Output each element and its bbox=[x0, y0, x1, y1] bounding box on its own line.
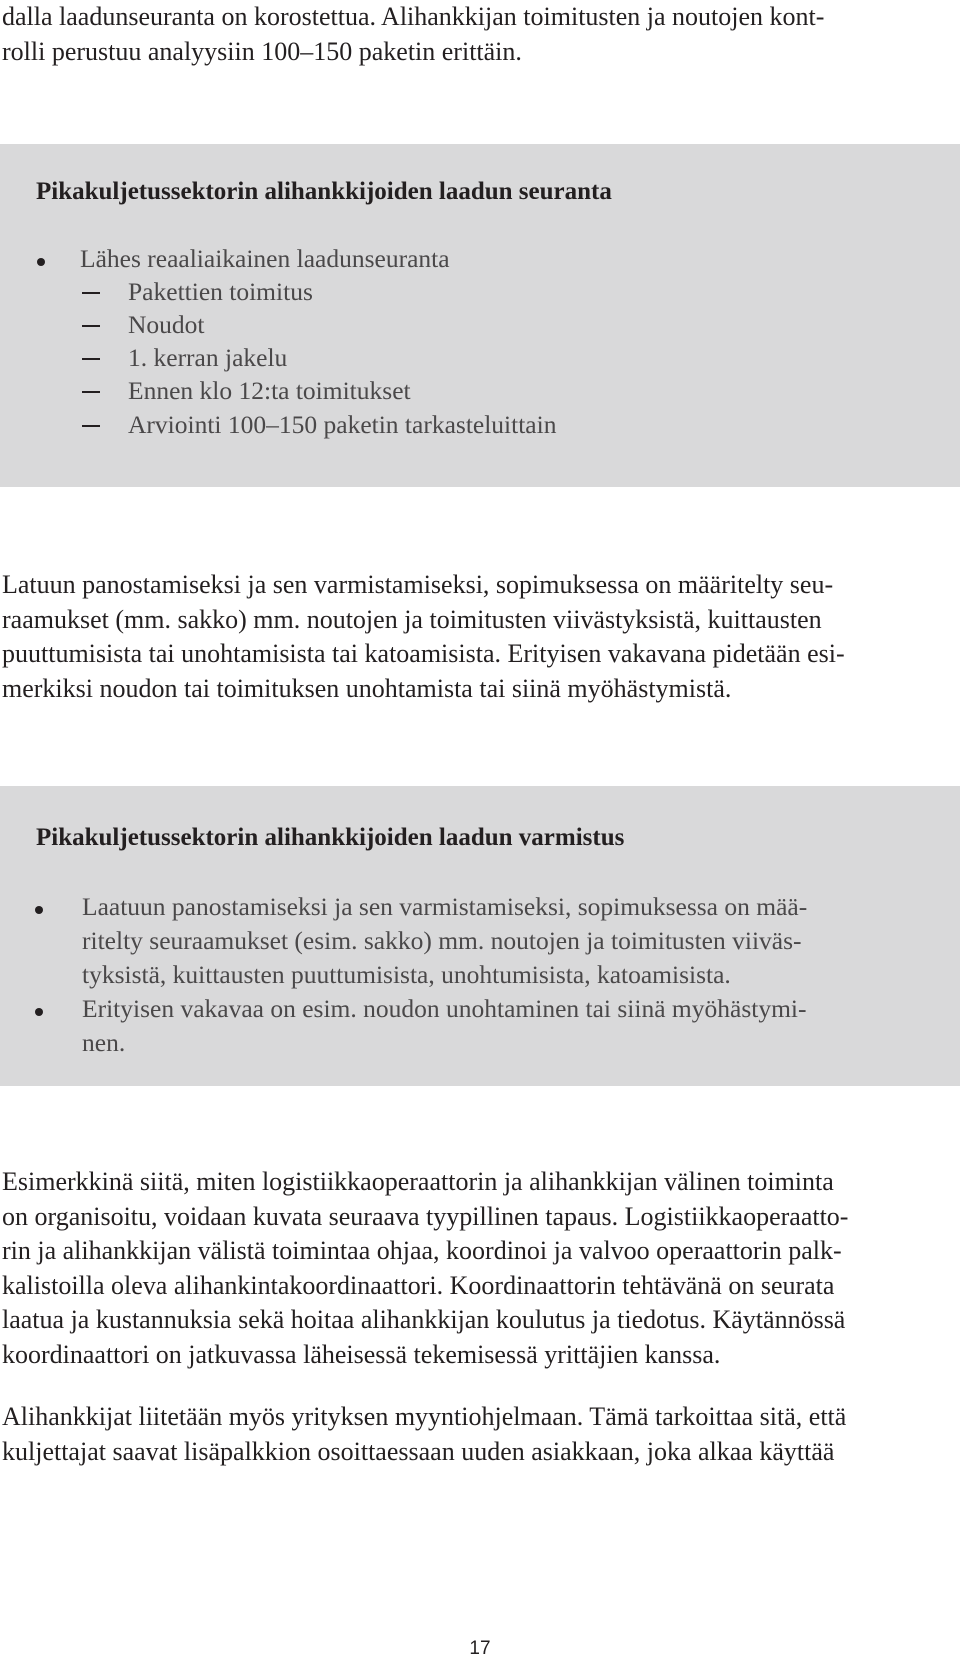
box-title: Pikakuljetussektorin alihankkijoiden laadun varmistus bbox=[36, 824, 625, 851]
text-line: Alihankkijat liitetään myös yrityksen myyntiohjelmaan. Tämä tarkoittaa sitä, että bbox=[2, 1402, 847, 1431]
text-line: kalistoilla oleva alihankintakoordinaattori. Koordinaattorin tehtävänä on seurata bbox=[2, 1270, 835, 1300]
bullet-icon bbox=[37, 258, 45, 266]
text-line: rin ja alihankkijan välistä toimintaa ohjaa, koordinoi ja valvoo operaattorin palk- bbox=[2, 1236, 842, 1265]
text-line: Esimerkkinä siitä, miten logistiikkaoperaattorin ja alihankkijan välinen toiminta bbox=[2, 1167, 834, 1196]
text-line: laatua ja kustannuksia sekä hoitaa alihankkijan koulutus ja tiedotus. Käytännössä bbox=[2, 1305, 846, 1334]
page-number: 17 bbox=[469, 1638, 491, 1659]
highlight-box-quality-assurance bbox=[0, 786, 960, 1086]
text-line: on organisoitu, voidaan kuvata seuraava tyypillinen tapaus. Logistiikkaoperaatto- bbox=[2, 1201, 849, 1231]
text-line: ritelty seuraamukset (esim. sakko) mm. noutojen ja toimitusten viiväs- bbox=[82, 926, 802, 955]
text-line: kuljettajat saavat lisäpalkkion osoittaessaan uuden asiakkaan, joka alkaa käyttää bbox=[2, 1436, 835, 1466]
highlight-box-quality-monitoring bbox=[0, 144, 960, 487]
text-line: rolli perustuu analyysiin 100–150 paketin erittäin. bbox=[2, 36, 522, 66]
body-paragraph bbox=[2, 568, 958, 706]
text-line: Laatuun panostamiseksi ja sen varmistamiseksi, sopimuksessa on mää- bbox=[82, 892, 808, 921]
text-line: Erityisen vakavaa on esim. noudon unohtaminen tai siinä myöhästymi- bbox=[82, 994, 807, 1023]
intro-paragraph bbox=[2, 0, 958, 69]
text-line: tyksistä, kuittausten puuttumisista, unohtumisista, katoamisista. bbox=[82, 960, 731, 989]
body-paragraph bbox=[2, 1165, 958, 1372]
sub-list-item: Arviointi 100–150 paketin tarkasteluittain bbox=[128, 410, 557, 439]
dash-icon bbox=[82, 325, 100, 327]
text-line: nen. bbox=[82, 1028, 126, 1057]
sub-list-item: Pakettien toimitus bbox=[128, 277, 313, 306]
sub-list-item: Noudot bbox=[128, 310, 205, 339]
dash-icon bbox=[82, 391, 100, 393]
dash-icon bbox=[82, 358, 100, 360]
bullet-icon bbox=[35, 1008, 43, 1016]
text-line: koordinaattori on jatkuvassa läheisessä tekemisessä yrittäjien kanssa. bbox=[2, 1339, 721, 1369]
dash-icon bbox=[82, 292, 100, 294]
list-item: Lähes reaaliaikainen laadunseuranta bbox=[80, 244, 450, 273]
sub-list-item: Ennen klo 12:ta toimitukset bbox=[128, 376, 411, 405]
list-item bbox=[82, 890, 912, 992]
text-line: Latuun panostamiseksi ja sen varmistamiseksi, sopimuksessa on määritelty seu- bbox=[2, 570, 834, 599]
box-title: Pikakuljetussektorin alihankkijoiden laadun seuranta bbox=[36, 178, 612, 205]
text-line: puuttumisista tai unohtamisista tai katoamisista. Erityisen vakavana pidetään esi- bbox=[2, 639, 845, 668]
sub-list-item: 1. kerran jakelu bbox=[128, 343, 288, 372]
text-line: raamukset (mm. sakko) mm. noutojen ja toimitusten viivästyksistä, kuittausten bbox=[2, 604, 822, 634]
bullet-icon bbox=[35, 906, 43, 914]
list-item bbox=[82, 992, 912, 1060]
text-line: dalla laadunseuranta on korostettua. Alihankkijan toimitusten ja noutojen kont- bbox=[2, 2, 825, 31]
body-paragraph bbox=[2, 1400, 958, 1469]
text-line: merkiksi noudon tai toimituksen unohtamista tai siinä myöhästymistä. bbox=[2, 673, 732, 703]
dash-icon bbox=[82, 425, 100, 427]
